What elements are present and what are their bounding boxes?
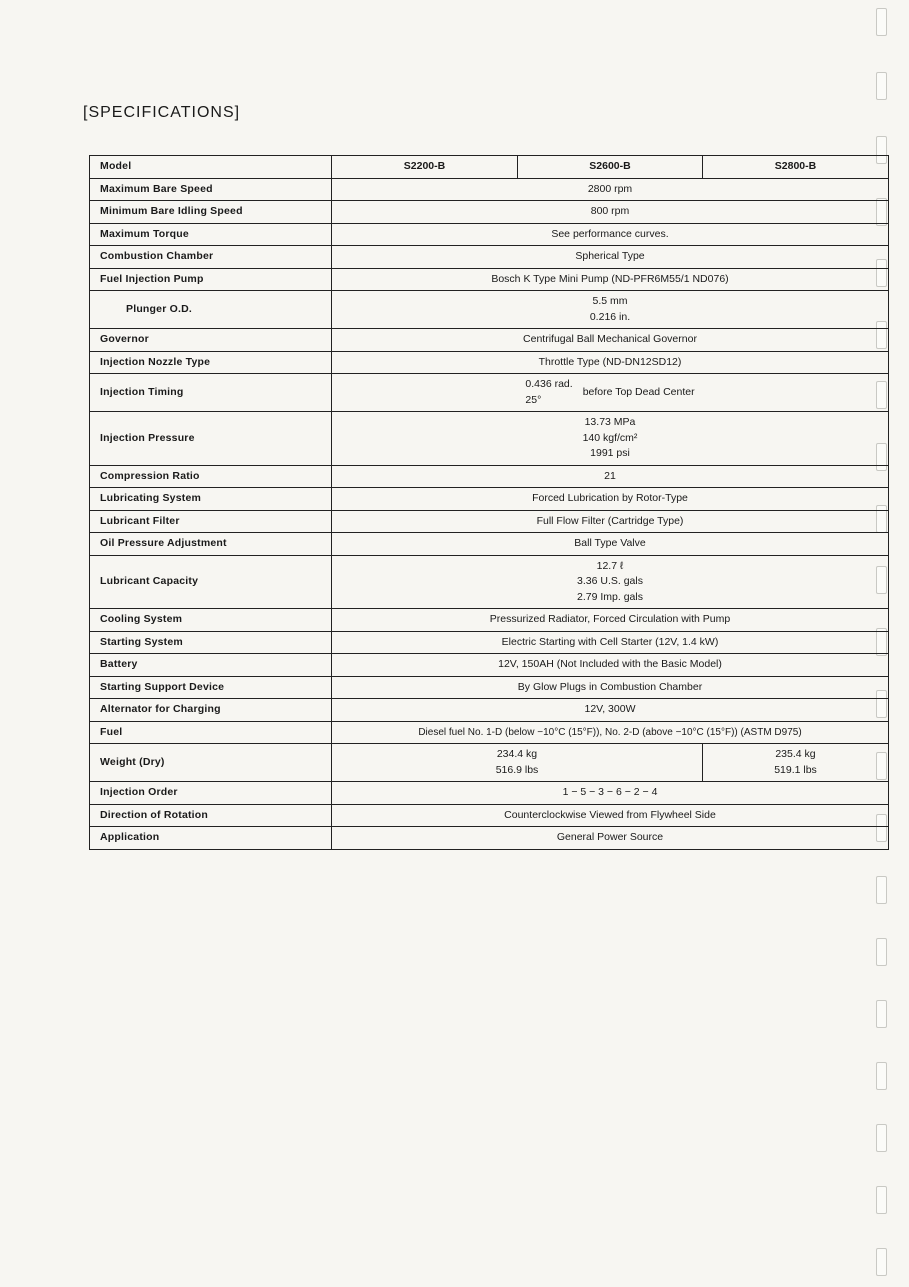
- table-row: [90, 676, 889, 699]
- value-line: 235.4 kg: [775, 748, 816, 760]
- row-value: 12V, 150AH (Not Included with the Basic Model): [332, 654, 889, 677]
- binder-hole: [876, 876, 887, 904]
- row-value: Forced Lubrication by Rotor-Type: [332, 488, 889, 511]
- row-value: 21: [332, 465, 889, 488]
- binder-hole: [876, 1248, 887, 1276]
- row-value: [332, 291, 889, 329]
- row-label: Governor: [90, 329, 332, 352]
- row-label: Maximum Bare Speed: [90, 178, 332, 201]
- table-row: [90, 268, 889, 291]
- row-value: [332, 374, 889, 412]
- row-value: [332, 555, 889, 609]
- value-line: 516.9 lbs: [495, 763, 539, 776]
- row-value: General Power Source: [332, 827, 889, 850]
- row-value: Throttle Type (ND-DN12SD12): [332, 351, 889, 374]
- binder-hole: [876, 1186, 887, 1214]
- row-value: 800 rpm: [332, 201, 889, 224]
- row-label: Compression Ratio: [90, 465, 332, 488]
- model-s2200b: S2200-B: [332, 156, 518, 179]
- row-label: Injection Pressure: [90, 412, 332, 466]
- binder-hole: [876, 8, 887, 36]
- row-value: 12V, 300W: [332, 699, 889, 722]
- table-header-row: [90, 156, 889, 179]
- row-value: See performance curves.: [332, 223, 889, 246]
- table-row: [90, 804, 889, 827]
- table-row: [90, 374, 889, 412]
- value-line: 3.36 U.S. gals: [577, 575, 643, 587]
- table-row: [90, 412, 889, 466]
- row-value: Centrifugal Ball Mechanical Governor: [332, 329, 889, 352]
- row-label: Maximum Torque: [90, 223, 332, 246]
- row-value: Ball Type Valve: [332, 533, 889, 556]
- row-value: 2800 rpm: [332, 178, 889, 201]
- table-row: [90, 510, 889, 533]
- table-row: [90, 654, 889, 677]
- binder-hole: [876, 1124, 887, 1152]
- row-value: Spherical Type: [332, 246, 889, 269]
- table-row: [90, 555, 889, 609]
- table-row: [90, 699, 889, 722]
- row-value: 1 − 5 − 3 − 6 − 2 − 4: [332, 782, 889, 805]
- row-label: Starting System: [90, 631, 332, 654]
- row-value: Counterclockwise Viewed from Flywheel Side: [332, 804, 889, 827]
- value-line: 0.436 rad.: [525, 378, 573, 390]
- value-line: 25°: [525, 393, 542, 406]
- table-row: [90, 201, 889, 224]
- table-row: [90, 329, 889, 352]
- table-row: [90, 631, 889, 654]
- table-row: [90, 533, 889, 556]
- model-header-label: Model: [90, 156, 332, 179]
- model-s2800b: S2800-B: [703, 156, 889, 179]
- row-label: Fuel: [90, 721, 332, 744]
- binder-hole: [876, 938, 887, 966]
- specifications-table: [89, 155, 889, 850]
- table-row: [90, 488, 889, 511]
- row-label: Minimum Bare Idling Speed: [90, 201, 332, 224]
- table-row: [90, 351, 889, 374]
- table-row: [90, 609, 889, 632]
- row-label: Weight (Dry): [90, 744, 332, 782]
- row-value: [332, 412, 889, 466]
- row-label: Battery: [90, 654, 332, 677]
- value-line: 519.1 lbs: [774, 763, 817, 776]
- row-label: Injection Order: [90, 782, 332, 805]
- value-suffix: before Top Dead Center: [582, 385, 695, 398]
- table-row: [90, 827, 889, 850]
- value-line: 2.79 Imp. gals: [577, 590, 643, 603]
- row-value-s2800b: [703, 744, 889, 782]
- value-line: 12.7 ℓ: [596, 559, 624, 572]
- row-label: Injection Timing: [90, 374, 332, 412]
- table-row: [90, 291, 889, 329]
- value-line: 234.4 kg: [496, 748, 538, 760]
- table-row: [90, 721, 889, 744]
- binder-hole: [876, 72, 887, 100]
- row-label: Lubricant Filter: [90, 510, 332, 533]
- row-label: Cooling System: [90, 609, 332, 632]
- row-value: Full Flow Filter (Cartridge Type): [332, 510, 889, 533]
- row-label: Oil Pressure Adjustment: [90, 533, 332, 556]
- value-line: 5.5 mm: [592, 295, 628, 307]
- table-row: [90, 246, 889, 269]
- row-value: By Glow Plugs in Combustion Chamber: [332, 676, 889, 699]
- row-label: Alternator for Charging: [90, 699, 332, 722]
- value-line: 0.216 in.: [589, 310, 631, 323]
- value-line: 140 kgf/cm²: [582, 431, 638, 444]
- row-label: Direction of Rotation: [90, 804, 332, 827]
- table-row: [90, 782, 889, 805]
- binder-hole: [876, 1062, 887, 1090]
- table-row: [90, 178, 889, 201]
- table-row: [90, 744, 889, 782]
- row-label: Lubricant Capacity: [90, 555, 332, 609]
- row-label: Fuel Injection Pump: [90, 268, 332, 291]
- row-value: Pressurized Radiator, Forced Circulation with Pump: [332, 609, 889, 632]
- value-line: 13.73 MPa: [584, 416, 636, 428]
- row-label: Injection Nozzle Type: [90, 351, 332, 374]
- table-row: [90, 223, 889, 246]
- table-row: [90, 465, 889, 488]
- row-value: Bosch K Type Mini Pump (ND-PFR6M55/1 ND076): [332, 268, 889, 291]
- row-label: Combustion Chamber: [90, 246, 332, 269]
- row-label: Application: [90, 827, 332, 850]
- row-value: Electric Starting with Cell Starter (12V, 1.4 kW): [332, 631, 889, 654]
- row-label: Plunger O.D.: [90, 291, 332, 329]
- row-value: Diesel fuel No. 1-D (below −10°C (15°F)), No. 2-D (above −10°C (15°F)) (ASTM D975): [332, 721, 889, 744]
- row-value-s2200b-s2600b: [332, 744, 703, 782]
- row-label: Starting Support Device: [90, 676, 332, 699]
- page-title: [SPECIFICATIONS]: [83, 104, 241, 121]
- binder-hole: [876, 1000, 887, 1028]
- model-s2600b: S2600-B: [518, 156, 703, 179]
- value-line: 1991 psi: [590, 447, 630, 459]
- row-label: Lubricating System: [90, 488, 332, 511]
